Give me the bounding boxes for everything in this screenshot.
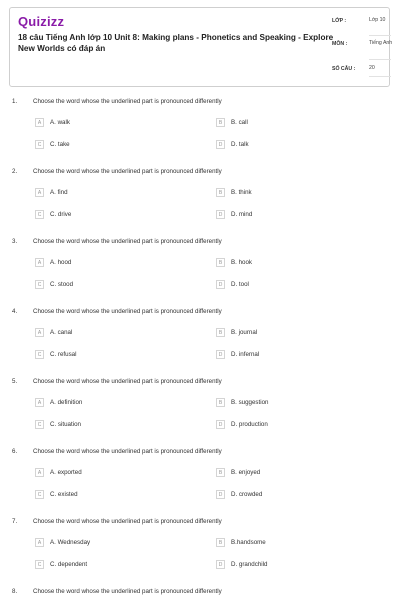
question-number: 1. <box>12 98 18 105</box>
option-letter-box: B <box>216 398 225 407</box>
meta-label-subject: MÔN : <box>332 41 348 47</box>
option-text: D. production <box>231 421 268 428</box>
option-text: B. suggestion <box>231 399 269 406</box>
option-letter-box: C <box>35 560 44 569</box>
option-text: D. infernal <box>231 351 260 358</box>
option-text: B. journal <box>231 329 258 336</box>
question-text: Choose the word whose the underlined part is pronounced differently <box>33 378 222 385</box>
question-text: Choose the word whose the underlined part is pronounced differently <box>33 518 222 525</box>
quizizz-logo: Quizizz <box>18 14 65 29</box>
meta-value-grade: Lớp 10 <box>369 17 386 23</box>
option-text: C. dependent <box>50 561 88 568</box>
meta-value-count: 20 <box>369 65 375 71</box>
question-text: Choose the word whose the underlined part is pronounced differently <box>33 588 222 595</box>
option-text: A. canal <box>50 329 73 336</box>
question-text: Choose the word whose the underlined part is pronounced differently <box>33 448 222 455</box>
option-text: D. tool <box>231 281 249 288</box>
option-letter-box: B <box>216 258 225 267</box>
option-letter-box: D <box>216 280 225 289</box>
option-text: C. drive <box>50 211 72 218</box>
option-text: B. hook <box>231 259 252 266</box>
option-letter-box: D <box>216 420 225 429</box>
question-number: 5. <box>12 378 18 385</box>
option-text: C. stood <box>50 281 74 288</box>
option-letter-box: A <box>35 328 44 337</box>
question-number: 2. <box>12 168 18 175</box>
option-letter-box: D <box>216 140 225 149</box>
option-letter-box: B <box>216 328 225 337</box>
option-letter-box: C <box>35 350 44 359</box>
meta-divider <box>369 35 391 36</box>
question-number: 4. <box>12 308 18 315</box>
question-number: 7. <box>12 518 18 525</box>
option-letter-box: D <box>216 350 225 359</box>
option-letter-box: A <box>35 258 44 267</box>
option-text: D. grandchild <box>231 561 268 568</box>
option-letter-box: A <box>35 538 44 547</box>
question-text: Choose the word whose the underlined part is pronounced differently <box>33 308 222 315</box>
option-letter-box: B <box>216 188 225 197</box>
option-text: B. enjoyed <box>231 469 261 476</box>
option-text: A. walk <box>50 119 70 126</box>
option-text: A. find <box>50 189 68 196</box>
option-letter-box: C <box>35 490 44 499</box>
meta-divider <box>369 59 391 60</box>
option-letter-box: C <box>35 210 44 219</box>
option-letter-box: C <box>35 420 44 429</box>
option-letter-box: A <box>35 188 44 197</box>
option-text: A. hood <box>50 259 72 266</box>
question-text: Choose the word whose the underlined part is pronounced differently <box>33 238 222 245</box>
question-number: 6. <box>12 448 18 455</box>
meta-value-subject: Tiếng Anh <box>369 40 393 46</box>
option-text: B. think <box>231 189 252 196</box>
option-text: C. situation <box>50 421 81 428</box>
option-text: C. existed <box>50 491 78 498</box>
option-text: C. take <box>50 141 70 148</box>
option-text: C. refusal <box>50 351 77 358</box>
option-letter-box: B <box>216 118 225 127</box>
document-title: 18 câu Tiếng Anh lớp 10 Unit 8: Making plans - Phonetics and Speaking - Explore New Worlds có đáp án <box>18 33 334 53</box>
option-text: A. Wednesday <box>50 539 91 546</box>
option-text: A. definition <box>50 399 83 406</box>
option-letter-box: C <box>35 280 44 289</box>
option-text: B. call <box>231 119 248 126</box>
option-letter-box: A <box>35 118 44 127</box>
meta-label-grade: LỚP : <box>332 18 347 24</box>
question-text: Choose the word whose the underlined part is pronounced differently <box>33 98 222 105</box>
option-text: D. crowded <box>231 491 263 498</box>
option-letter-box: C <box>35 140 44 149</box>
option-letter-box: D <box>216 560 225 569</box>
option-letter-box: D <box>216 490 225 499</box>
question-number: 3. <box>12 238 18 245</box>
document-header <box>9 7 393 87</box>
question-number: 8. <box>12 588 18 595</box>
option-text: D. mind <box>231 211 253 218</box>
option-letter-box: A <box>35 468 44 477</box>
option-letter-box: B <box>216 468 225 477</box>
option-letter-box: B <box>216 538 225 547</box>
option-text: D. talk <box>231 141 249 148</box>
option-text: A. exported <box>50 469 82 476</box>
option-letter-box: D <box>216 210 225 219</box>
question-text: Choose the word whose the underlined part is pronounced differently <box>33 168 222 175</box>
meta-label-count: SỐ CÂU : <box>332 66 356 72</box>
option-letter-box: A <box>35 398 44 407</box>
option-text: B.handsome <box>231 539 266 546</box>
meta-divider <box>369 76 391 77</box>
